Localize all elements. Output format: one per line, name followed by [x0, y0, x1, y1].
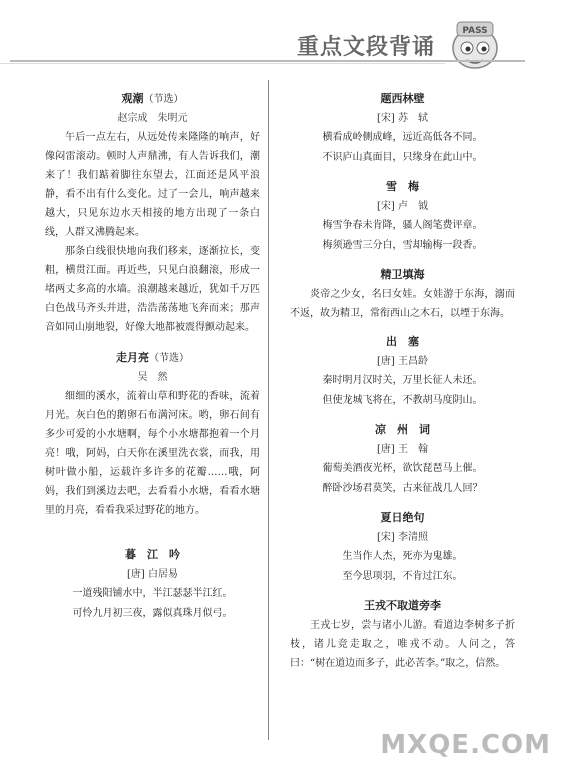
title-text: 走月亮 — [116, 351, 149, 364]
section-mujiangyin — [45, 546, 260, 624]
section-xiarijueju — [290, 509, 515, 587]
header-rule-secondary — [0, 63, 445, 64]
section-title: 精卫填海 — [380, 268, 425, 281]
page-title: 重点文段背诵 — [296, 35, 435, 60]
section-title: 雪 梅 — [386, 180, 419, 193]
author-line: 赵宗成 朱明元 — [117, 113, 188, 124]
section-title: 夏日绝句 — [380, 511, 425, 524]
poem-line: 不识庐山真面目，只缘身在此山中。 — [322, 152, 483, 163]
paragraph: 王戎七岁，尝与诸小儿游。看道边李树多子折枝，诸儿竞走取之，唯戎不动。人问之，答曰：“树在道边而多子，此必苦李。”取之，信然。 — [290, 620, 515, 669]
poem-line: 可怜九月初三夜，露似真珠月似弓。 — [72, 608, 233, 619]
paragraph: 细细的溪水，流着山草和野花的香味，流着月光。灰白色的鹅卵石布满河床。哟，卵石间有多少可爱的小水塘啊，每个小水塘都抱着一个月亮！哦，阿妈，白天你在溪里洗衣裳，而我，用树叶做小船，运载许多许多的花瓣……哦，阿妈，我们到溪边去吧，去看看小水塘，看看水塘里的月亮，看看我采过野花的地方。 — [45, 391, 260, 516]
poem-line: 生当作人杰，死亦为鬼雄。 — [342, 551, 463, 562]
section-title: 出 塞 — [386, 335, 419, 348]
author-line: [宋] 卢 钺 — [377, 201, 428, 212]
section-title: 王戎不取道旁李 — [364, 599, 441, 612]
poem-line: 秦时明月汉时关，万里长征人未还。 — [322, 375, 483, 386]
poem-line: 一道残阳铺水中，半江瑟瑟半江红。 — [72, 588, 233, 599]
section-title: 题西林壁 — [380, 92, 425, 105]
poem-line: 梅雪争春未肯降，骚人阁笔费评章。 — [322, 220, 483, 231]
section-title — [45, 90, 260, 106]
poem-line: 至今思项羽，不肯过江东。 — [342, 571, 463, 582]
author-line: [唐] 王昌龄 — [377, 356, 428, 367]
mascot-logo — [443, 14, 507, 74]
author-line: 吴 然 — [137, 372, 168, 383]
watermark: MXQE.COM — [380, 730, 551, 760]
left-column — [45, 90, 260, 634]
section-title: 暮 江 吟 — [125, 548, 180, 561]
right-column — [290, 90, 515, 683]
author-line: [宋] 苏 轼 — [377, 113, 428, 124]
section-xuemei — [290, 178, 515, 256]
header-rule — [10, 60, 525, 62]
paragraph: 炎帝之少女，名曰女娃。女娃游于东海，溺而不返，故为精卫，常衔西山之木石，以堙于东海。 — [290, 289, 515, 319]
column-divider — [268, 80, 269, 740]
section-wangrong — [290, 597, 515, 673]
section-jingweitianhai — [290, 266, 515, 323]
author-line: [唐] 白居易 — [127, 569, 178, 580]
title-note: （节选） — [149, 353, 189, 364]
title-text: 观潮 — [121, 92, 144, 105]
section-chusai — [290, 333, 515, 411]
poem-line: 葡萄美酒夜光杯，欲饮琵琶马上催。 — [322, 463, 483, 474]
author-line: [宋] 李清照 — [377, 532, 428, 543]
title-note: （节选） — [143, 94, 184, 105]
poem-line: 梅须逊雪三分白，雪却输梅一段香。 — [322, 240, 483, 251]
section-tixilinbi — [290, 90, 515, 168]
poem-line: 醉卧沙场君莫笑，古来征战几人回？ — [322, 483, 483, 494]
poem-line: 横看成岭侧成峰，远近高低各不同。 — [322, 132, 483, 143]
poem-line: 但使龙城飞将在，不教胡马度阴山。 — [322, 395, 483, 406]
author-line: [唐] 王 翰 — [377, 444, 428, 455]
paragraph: 那条白线很快地向我们移来，逐渐拉长，变粗，横贯江面。再近些，只见白浪翻滚，形成一堵两丈多高的水墙。浪潮越来越近，犹如千万匹白色战马齐头并进，浩浩荡荡地飞奔而来；那声音如同山崩地裂，好像大地都被震得颤动起来。 — [45, 246, 260, 333]
section-liangzhouci — [290, 421, 515, 499]
logo-text: PASS — [462, 26, 488, 36]
section-title — [45, 349, 260, 365]
section-title: 凉 州 词 — [375, 423, 430, 436]
section-zouyueliang — [45, 349, 260, 520]
paragraph: 午后一点左右，从远处传来隆隆的响声，好像闷雷滚动。顿时人声鼎沸，有人告诉我们，潮来了！我们踮着脚往东望去，江面还是风平浪静，看不出有什么变化。过了一会儿，响声越来越大，只见东边水天相接的地方出现了一条白线，人群又沸腾起来。 — [45, 132, 260, 238]
section-guanchao — [45, 90, 260, 337]
